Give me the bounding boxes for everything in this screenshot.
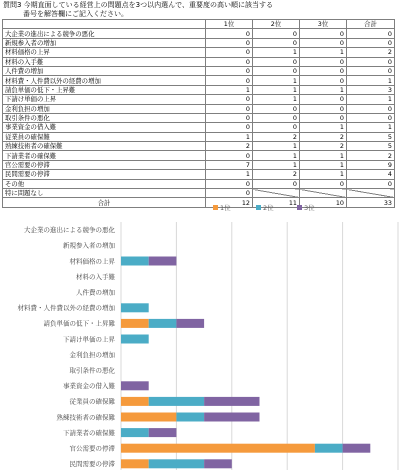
- total-label: 合計: [3, 198, 206, 207]
- value-cell: 1: [300, 123, 347, 132]
- value-cell: 4: [347, 170, 395, 179]
- bar-segment: [121, 459, 149, 468]
- row-label: 大企業の進出による競争の悪化: [3, 29, 206, 38]
- question-text: [3, 1, 403, 19]
- table-row: [3, 170, 395, 179]
- table-row: [3, 66, 395, 75]
- value-cell: 0: [347, 179, 395, 188]
- category-label: 人件費の増加: [76, 288, 115, 297]
- bar-segment: [149, 257, 177, 266]
- value-cell: 1: [206, 132, 253, 141]
- value-cell: 2: [300, 132, 347, 141]
- category-label: 取引条件の悪化: [69, 366, 115, 375]
- category-label: 材料費・人件費以外の経費の増加: [17, 304, 115, 313]
- row-label: 事業資金の借入難: [3, 123, 206, 132]
- row-label: 材料費・人件費以外の経費の増加: [3, 76, 206, 85]
- bar-segment: [121, 413, 176, 422]
- row-label: 官公需要の停滞: [3, 160, 206, 169]
- value-cell: 0: [206, 66, 253, 75]
- bar-segment: [121, 303, 149, 312]
- table-row: [3, 76, 395, 85]
- value-cell: 0: [206, 179, 253, 188]
- value-cell: 1: [253, 76, 300, 85]
- row-label: 材料の入手難: [3, 57, 206, 66]
- value-cell: 0: [300, 29, 347, 38]
- value-cell: 0: [206, 38, 253, 47]
- value-cell: 0: [206, 76, 253, 85]
- legend-swatch: [256, 205, 261, 210]
- value-cell: 0: [253, 104, 300, 113]
- bar-segment: [176, 319, 204, 328]
- header-cell: 1位: [206, 20, 253, 29]
- value-cell: 0: [206, 151, 253, 160]
- value-cell: 0: [253, 29, 300, 38]
- value-cell: 0: [206, 189, 253, 198]
- value-cell: 1: [206, 85, 253, 94]
- table-row: [3, 142, 395, 151]
- value-cell: 0: [347, 104, 395, 113]
- total-value: 11: [253, 198, 300, 207]
- value-cell: 2: [300, 142, 347, 151]
- stacked-bar-chart: [0, 200, 407, 470]
- header-cell: 3位: [300, 20, 347, 29]
- category-label: 材料の入手難: [76, 272, 115, 281]
- value-cell: 0: [300, 95, 347, 104]
- value-cell: 0: [300, 104, 347, 113]
- table-row: [3, 48, 395, 57]
- value-cell: 0: [300, 38, 347, 47]
- table-row: [3, 113, 395, 122]
- value-cell: 2: [206, 142, 253, 151]
- value-cell: 0: [206, 113, 253, 122]
- value-cell: 1: [253, 85, 300, 94]
- bar-segment: [121, 335, 149, 344]
- value-cell: 3: [347, 85, 395, 94]
- category-label: 官公需要の停滞: [69, 444, 115, 453]
- header-cell: [3, 20, 206, 29]
- row-label: 新規参入者の増加: [3, 38, 206, 47]
- value-cell: 0: [300, 76, 347, 85]
- row-label: 下請業者の確保難: [3, 151, 206, 160]
- row-label: 民間需要の停滞: [3, 170, 206, 179]
- value-cell: 0: [253, 179, 300, 188]
- bar-segment: [149, 428, 177, 437]
- category-label: 民間需要の停滞: [69, 460, 115, 469]
- row-label: 請負単価の低下・上昇難: [3, 85, 206, 94]
- header-cell: 2位: [253, 20, 300, 29]
- value-cell: 0: [253, 57, 300, 66]
- value-cell: 1: [300, 85, 347, 94]
- row-label: 下請け単価の上昇: [3, 95, 206, 104]
- value-cell: 1: [253, 142, 300, 151]
- bar-segment: [149, 397, 204, 406]
- table-header-row: [3, 20, 395, 29]
- bar-segment: [204, 413, 259, 422]
- row-label: 材料価格の上昇: [3, 48, 206, 57]
- header-cell: 合計: [347, 20, 395, 29]
- bar-segment: [121, 444, 315, 453]
- value-cell: 1: [300, 160, 347, 169]
- row-label: その他: [3, 179, 206, 188]
- value-cell: 0: [206, 48, 253, 57]
- value-cell: 1: [206, 170, 253, 179]
- category-label: 熟練技術者の確保難: [56, 413, 115, 422]
- value-cell: 0: [206, 123, 253, 132]
- question-line-2: 番号を解答欄にご記入ください。: [23, 10, 128, 18]
- bar-segment: [121, 257, 149, 266]
- category-label: 請負単価の低下・上昇難: [43, 319, 115, 328]
- table-row: [3, 132, 395, 141]
- category-label: 従業員の確保難: [69, 397, 115, 406]
- value-cell: 0: [300, 57, 347, 66]
- value-cell: 0: [347, 113, 395, 122]
- value-cell: 1: [253, 95, 300, 104]
- value-cell: 2: [347, 151, 395, 160]
- table-row: [3, 85, 395, 94]
- value-cell: 1: [253, 48, 300, 57]
- row-label: 取引条件の悪化: [3, 113, 206, 122]
- bar-segment: [121, 381, 149, 390]
- category-label: 新規参入者の増加: [63, 241, 115, 250]
- question-line-1: 質問3 今期直面している経営上の問題点を3つ以内選んで、重要度の高い順に該当する: [3, 1, 273, 9]
- value-cell: 0: [347, 57, 395, 66]
- value-cell: 1: [253, 160, 300, 169]
- table-row: [3, 123, 395, 132]
- legend-swatch: [213, 205, 218, 210]
- table-row: [3, 38, 395, 47]
- category-label: 下請業者の確保難: [63, 428, 115, 437]
- bar-segment: [204, 459, 232, 468]
- value-cell: 1: [300, 48, 347, 57]
- value-cell: 0: [300, 113, 347, 122]
- table-row: [3, 189, 395, 198]
- table-row: [3, 179, 395, 188]
- table-row: [3, 29, 395, 38]
- value-cell: 0: [253, 113, 300, 122]
- value-cell: 1: [347, 123, 395, 132]
- row-label: 人件費の増加: [3, 66, 206, 75]
- empty-cell: [347, 189, 395, 198]
- bar-segment: [343, 444, 371, 453]
- category-label: 下請け単価の上昇: [63, 335, 115, 344]
- bar-segment: [121, 397, 149, 406]
- row-label: 熟練技術者の確保難: [3, 142, 206, 151]
- value-cell: 0: [347, 66, 395, 75]
- value-cell: 2: [253, 170, 300, 179]
- legend-label: 2位: [263, 204, 274, 212]
- value-cell: 1: [347, 76, 395, 85]
- category-label: 材料価格の上昇: [69, 257, 115, 266]
- bar-segment: [149, 319, 177, 328]
- bar-segment: [121, 319, 149, 328]
- value-cell: 2: [347, 48, 395, 57]
- value-cell: 0: [253, 38, 300, 47]
- value-cell: 0: [300, 179, 347, 188]
- value-cell: 9: [347, 160, 395, 169]
- value-cell: 0: [300, 66, 347, 75]
- bar-segment: [315, 444, 343, 453]
- table-row: [3, 151, 395, 160]
- value-cell: 5: [347, 142, 395, 151]
- table-row: [3, 95, 395, 104]
- value-cell: 0: [253, 66, 300, 75]
- value-cell: 0: [206, 95, 253, 104]
- value-cell: 1: [300, 170, 347, 179]
- table-row: [3, 104, 395, 113]
- bar-segment: [121, 428, 149, 437]
- category-label: 金利負担の増加: [69, 350, 115, 359]
- value-cell: 1: [300, 151, 347, 160]
- value-cell: 1: [347, 95, 395, 104]
- empty-cell: [300, 189, 347, 198]
- bar-segment: [149, 459, 204, 468]
- category-label: 大企業の進出による競争の悪化: [24, 226, 115, 235]
- total-value: 12: [206, 198, 253, 207]
- total-value: 33: [347, 198, 395, 207]
- bar-segment: [176, 413, 204, 422]
- row-label: 従業員の確保難: [3, 132, 206, 141]
- total-value: 10: [300, 198, 347, 207]
- legend-label: 3位: [304, 204, 315, 212]
- value-cell: 1: [253, 151, 300, 160]
- value-cell: 5: [347, 132, 395, 141]
- legend-label: 1位: [220, 204, 231, 212]
- value-cell: 0: [347, 38, 395, 47]
- value-cell: 2: [253, 132, 300, 141]
- legend-swatch: [297, 205, 302, 210]
- value-cell: 0: [253, 123, 300, 132]
- table-row: [3, 160, 395, 169]
- category-label: 事業資金の借入難: [63, 382, 115, 391]
- empty-cell: [253, 189, 300, 198]
- value-cell: 0: [206, 104, 253, 113]
- survey-table: [2, 19, 395, 208]
- value-cell: 7: [206, 160, 253, 169]
- value-cell: 0: [206, 57, 253, 66]
- row-label: 金利負担の増加: [3, 104, 206, 113]
- row-label: 特に問題なし: [3, 189, 206, 198]
- table-row: [3, 57, 395, 66]
- value-cell: 0: [206, 29, 253, 38]
- value-cell: 0: [347, 29, 395, 38]
- bar-segment: [204, 397, 259, 406]
